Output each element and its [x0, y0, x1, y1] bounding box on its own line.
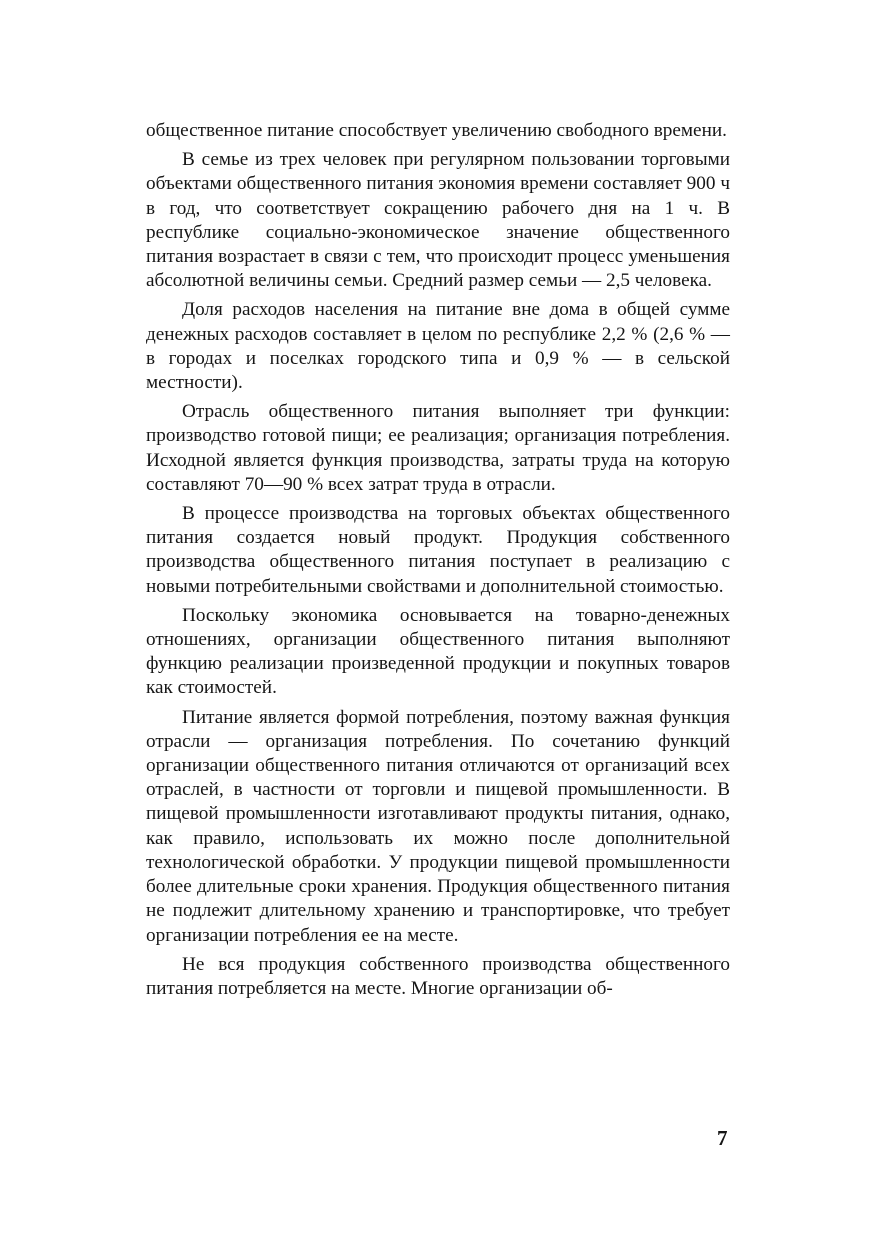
- paragraph-1: общественное питание способствует увеличению свободного времени.: [146, 120, 727, 141]
- paragraph-2: В семье из трех человек при регулярном пользовании торговыми объектами общественного питания экономия времени составляет 900 ч в год, что соответствует сокращению рабочего дня на 1 ч. В республике социально-экономическое значение общественного питания возрастает в связи с тем, что происходит процесс уменьшения абсолютной величины семьи. Средний размер семьи — 2,5 человека.: [146, 149, 730, 292]
- page-number: 7: [717, 1126, 728, 1150]
- paragraph-8: Не вся продукция собственного производства общественного питания потребляется на месте. Многие организации об-: [146, 953, 730, 999]
- paragraph-7: Питание является формой потребления, поэтому важная функция отрасли — организация потребления. По сочетанию функций организации общественного питания отличаются от организаций всех отраслей, в частности от торговли и пищевой промышленности. В пищевой промышленности изготавливают продукты питания, однако, как правило, использовать их можно после дополнительной технологической обработки. У продукции пищевой промышленности более длительные сроки хранения. Продукция общественного питания не подлежит длительному хранению и транспортировке, что требует организации потребления ее на месте.: [146, 706, 730, 946]
- paragraph-5: В процессе производства на торговых объектах общественного питания создается новый продукт. Продукция собственного производства общественного питания поступает в реализацию с новыми потребительными свойствами и дополнительной стоимостью.: [146, 503, 730, 597]
- paragraph-6: Поскольку экономика основывается на товарно-денежных отношениях, организации общественного питания выполняют функцию реализации произведенной продукции и покупных товаров как стоимостей.: [146, 604, 730, 699]
- paragraph-3: Доля расходов населения на питание вне дома в общей сумме денежных расходов составляет в целом по республике 2,2 % (2,6 % — в городах и поселках городского типа и 0,9 % — в сельской местности).: [146, 299, 730, 394]
- body-text: [146, 119, 730, 1001]
- paragraph-4: Отрасль общественного питания выполняет три функции: производство готовой пищи; ее реализация; организация потребления. Исходной является функция производства, затраты труда на которую составляют 70—90 % всех затрат труда в отрасли.: [146, 401, 730, 495]
